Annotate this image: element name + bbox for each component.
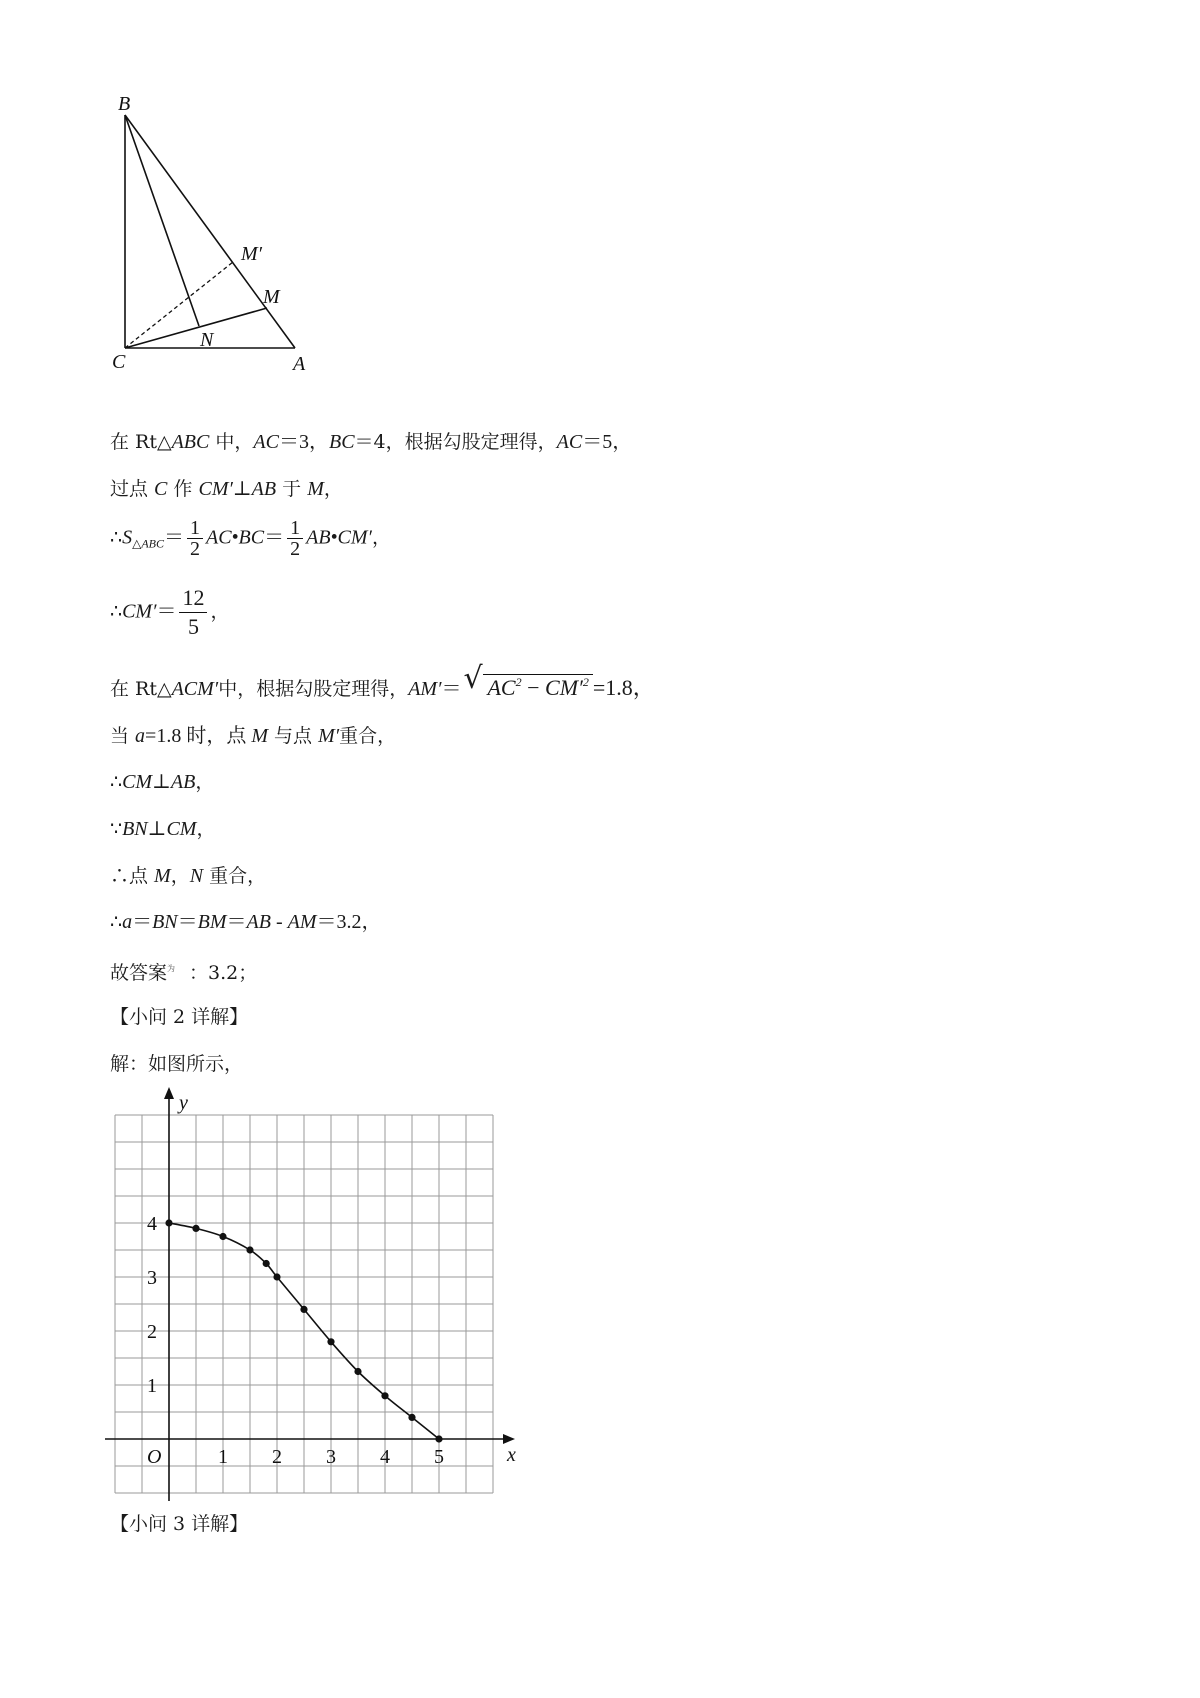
solution-line-2: 过点 C 作 CM′⊥AB 于 M， <box>110 478 343 500</box>
segment-cm <box>125 308 267 348</box>
label-b: B <box>118 93 131 115</box>
y-tick-label: 2 <box>147 1321 157 1343</box>
data-point <box>165 1219 172 1226</box>
data-point <box>192 1225 199 1232</box>
solution-line-3: $\therefore S_{\triangle ABC}=$ $\frac{1}{2}$ AC•BC＝ $\frac{1}{2}$ AB•CM′， <box>110 517 391 560</box>
segment-cm-prime-dashed <box>125 262 233 348</box>
sqrt-expression: √ $AC^2 - CM'^2$ <box>463 668 592 703</box>
function-graph <box>100 1085 520 1505</box>
answer-line: 故答案$^为$ ：3.2； <box>110 962 258 984</box>
data-point <box>263 1260 270 1267</box>
y-tick-label: 4 <box>147 1213 157 1235</box>
y-tick-label: 3 <box>147 1267 157 1289</box>
data-point <box>273 1273 280 1280</box>
data-point <box>381 1392 388 1399</box>
x-tick-label: 4 <box>380 1446 390 1468</box>
data-point <box>219 1233 226 1240</box>
solution-line-9: ∴点 M，N 重合， <box>110 865 267 887</box>
x-tick-label: 5 <box>434 1446 444 1468</box>
solution-line-1: 在 Rt△ABC 中，AC＝3，BC＝4，根据勾股定理得，AC＝5， <box>110 431 633 453</box>
solution-line-5: 在 Rt△ACM′中，根据勾股定理得，AM′＝ √ $AC^2 - CM'^2 =1.8$， <box>110 668 655 703</box>
x-tick-label: 1 <box>218 1446 228 1468</box>
solution-line-10: ∴a＝BN＝BM＝AB - AM＝3.2， <box>110 911 382 933</box>
solution-2-intro: 解：如图所示， <box>110 1053 244 1075</box>
label-m-prime: M′ <box>241 243 263 265</box>
data-point <box>300 1306 307 1313</box>
x-tick-label: 3 <box>326 1446 336 1468</box>
x-tick-label: 2 <box>272 1446 282 1468</box>
solution-line-6: 当 a=1.8 时，点 M 与点 M′重合， <box>110 725 397 747</box>
y-axis-label: y <box>179 1092 188 1114</box>
data-point <box>354 1368 361 1375</box>
label-a: A <box>293 353 306 375</box>
label-c: C <box>112 351 126 373</box>
y-tick-label: 1 <box>147 1375 157 1397</box>
solution-line-4: ∴CM′＝ $\frac{12}{5}$ ， <box>110 585 230 639</box>
data-point <box>408 1414 415 1421</box>
label-n: N <box>200 329 214 351</box>
label-m: M <box>263 286 280 308</box>
segment-bn <box>125 115 199 326</box>
data-point <box>327 1338 334 1345</box>
data-point <box>435 1435 442 1442</box>
segment-ab <box>125 115 295 348</box>
x-axis-arrow-icon <box>503 1434 515 1444</box>
data-point <box>246 1246 253 1253</box>
y-axis-arrow-icon <box>164 1087 174 1099</box>
solution-line-7: ∴CM⊥AB， <box>110 771 215 793</box>
triangle-figure <box>90 90 330 380</box>
subquestion-3-heading: 【小问 3 详解】 <box>110 1513 249 1535</box>
origin-label: O <box>147 1446 162 1468</box>
x-axis-label: x <box>507 1444 516 1466</box>
solution-line-8: ∵BN⊥CM， <box>110 818 216 840</box>
subquestion-2-heading: 【小问 2 详解】 <box>110 1006 249 1028</box>
